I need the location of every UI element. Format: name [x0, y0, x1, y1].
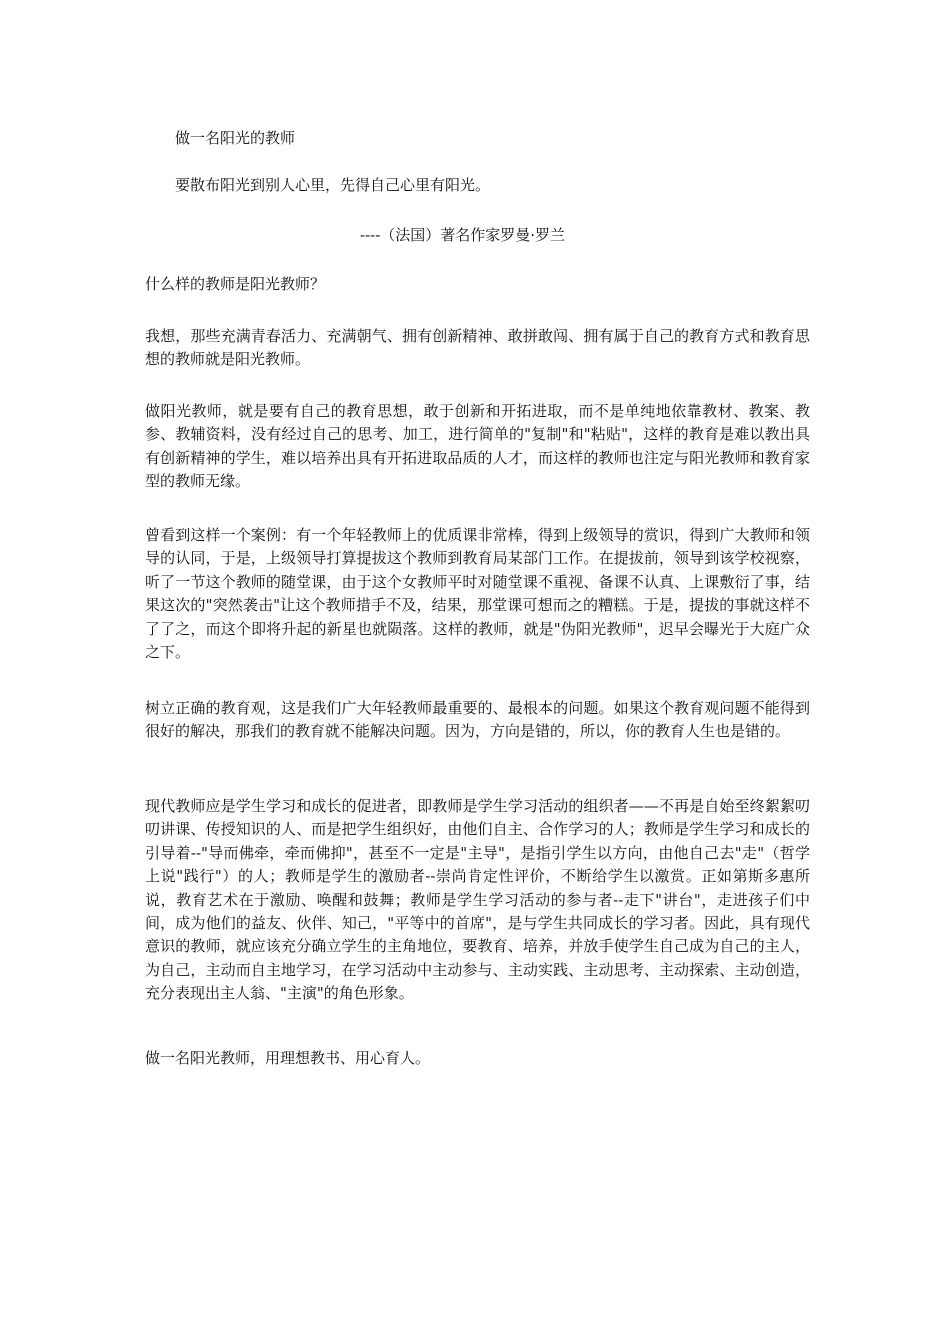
paragraph-definition: 我想，那些充满青春活力、充满朝气、拥有创新精神、敢拼敢闯、拥有属于自己的教育方式和教育思想的教师就是阳光教师。 [145, 327, 810, 369]
paragraph-teaching-ideas: 做阳光教师，就是要有自己的教育思想，敢于创新和开拓进取，而不是单纯地依靠教材、教案、教参、教辅资料，没有经过自己的思考、加工，进行简单的"复制"和"粘贴"，这样的教育是难以教出具有创新精神的学生，难以培养出具有开拓进取品质的人才，而这样的教师也注定与阳光教师和教育家型的教师无缘。 [145, 402, 810, 491]
epigraph-quote: 要散布阳光到别人心里，先得自己心里有阳光。 [175, 176, 491, 194]
document-title: 做一名阳光的教师 [175, 129, 296, 147]
paragraph-case-study: 曾看到这样一个案例：有一个年轻教师上的优质课非常棒，得到上级领导的赏识，得到广大教师和领导的认同，于是，上级领导打算提拔这个教师到教育局某部门工作。在提拔前，领导到该学校视察，听了一节这个教师的随堂课，由于这个女教师平时对随堂课不重视、备课不认真、上课敷衍了事，结果这次的"突然袭击"让这个教师措手不及，结果，那堂课可想而之的糟糕。于是，提拔的事就这样不了了之，而这个即将升起的新星也就陨落。这样的教师，就是"伪阳光教师"，迟早会曝光于大庭广众之下。 [145, 526, 810, 662]
paragraph-education-view: 树立正确的教育观，这是我们广大年轻教师最重要的、最根本的问题。如果这个教育观问题不能得到很好的解决，那我们的教育就不能解决问题。因为，方向是错的，所以，你的教育人生也是错的。 [145, 699, 810, 741]
epigraph-attribution: ----（法国）著名作家罗曼·罗兰 [360, 226, 566, 244]
paragraph-modern-teacher: 现代教师应是学生学习和成长的促进者，即教师是学生学习活动的组织者——不再是自始至终絮絮叨叨讲课、传授知识的人、而是把学生组织好，由他们自主、合作学习的人；教师是学生学习和成长的引导着--"导而佛牵，牵而佛抑"，甚至不一定是"主导"，是指引学生以方向，由他自己去"走"（哲学上说"践行"）的人；教师是学生的激励者--崇尚肯定性评价，不断给学生以激赏。正如第斯多惠所说，教育艺术在于激励、唤醒和鼓舞；教师是学生学习活动的参与者--走下"讲台"，走进孩子们中间，成为他们的益友、伙伴、知己，"平等中的首席"，是与学生共同成长的学习者。因此，具有现代意识的教师，就应该充分确立学生的主角地位，要教育、培养，并放手使学生自己成为自己的主人，为自己，主动而自主地学习，在学习活动中主动参与、主动实践、主动思考、主动探索、主动创造，充分表现出主人翁、"主演"的角色形象。 [145, 797, 810, 1003]
paragraph-question: 什么样的教师是阳光教师？ [145, 275, 326, 293]
paragraph-conclusion: 做一名阳光教师，用理想教书、用心育人。 [145, 1049, 431, 1067]
